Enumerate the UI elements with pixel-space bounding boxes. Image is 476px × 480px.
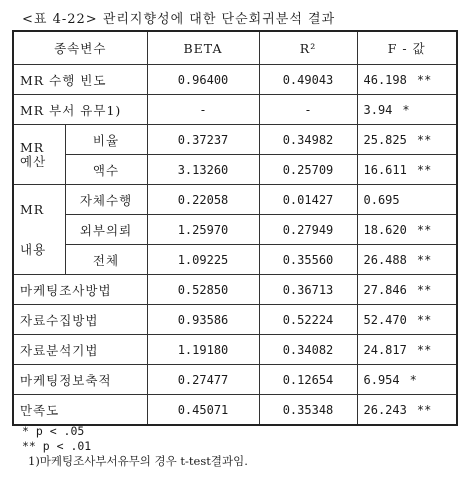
beta-cell: 3.13260: [147, 155, 259, 185]
f-value: 18.620: [363, 222, 407, 237]
f-value-cell: [357, 365, 457, 395]
table-row: [13, 365, 457, 395]
table-row: [13, 245, 457, 275]
f-value: 24.817: [363, 342, 407, 357]
significance-stars: **: [416, 402, 432, 417]
row-label: 만족도: [13, 395, 147, 426]
f-value-cell: [357, 185, 457, 215]
group-label-bottom: 내용: [20, 241, 47, 257]
sub-label: 자체수행: [65, 185, 147, 215]
f-value: 3.94: [363, 102, 393, 117]
r-squared-cell: 0.35560: [259, 245, 357, 275]
r-squared-cell: 0.34082: [259, 335, 357, 365]
sub-label: 전체: [65, 245, 147, 275]
significance-stars: **: [416, 252, 432, 267]
sub-label: 비율: [65, 125, 147, 155]
group-label-content: [13, 185, 65, 275]
beta-cell: 0.45071: [147, 395, 259, 426]
sub-label: 외부의뢰: [65, 215, 147, 245]
f-value-cell: [357, 215, 457, 245]
f-value: 46.198: [363, 72, 407, 87]
header-f-value: F - 값: [357, 31, 457, 65]
row-label: 자료수집방법: [13, 305, 147, 335]
row-label: 마케팅조사방법: [13, 275, 147, 305]
significance-stars: *: [409, 372, 417, 387]
significance-stars: **: [416, 132, 432, 147]
table-row: [13, 305, 457, 335]
significance-stars: **: [416, 342, 432, 357]
f-value-cell: [357, 245, 457, 275]
f-value: 27.846: [363, 282, 407, 297]
table-row: [13, 65, 457, 95]
table-row: [13, 185, 457, 215]
f-value: 52.470: [363, 312, 407, 327]
row-label: MR 수행 빈도: [13, 65, 147, 95]
r-squared-cell: 0.49043: [259, 65, 357, 95]
f-value-cell: [357, 335, 457, 365]
significance-stars: **: [416, 312, 432, 327]
table-row: [13, 395, 457, 426]
row-label: 자료분석기법: [13, 335, 147, 365]
beta-cell: 1.09225: [147, 245, 259, 275]
group-label-budget: MR 예산: [13, 125, 65, 185]
significance-stars: **: [416, 162, 432, 177]
table-row: [13, 215, 457, 245]
sub-label: 액수: [65, 155, 147, 185]
beta-cell: 0.22058: [147, 185, 259, 215]
table-row: [13, 335, 457, 365]
f-value: 25.825: [363, 132, 407, 147]
f-value-cell: [357, 65, 457, 95]
r-squared-cell: 0.25709: [259, 155, 357, 185]
f-value-cell: [357, 395, 457, 426]
r-squared-cell: 0.01427: [259, 185, 357, 215]
header-beta: BETA: [147, 31, 259, 65]
r-squared-cell: -: [259, 95, 357, 125]
r-squared-cell: 0.35348: [259, 395, 357, 426]
beta-cell: 1.19180: [147, 335, 259, 365]
table-row: [13, 275, 457, 305]
note-ttest: 1)마케팅조사부서유무의 경우 t-test결과임.: [28, 454, 248, 468]
f-value: 6.954: [363, 372, 400, 387]
f-value-cell: [357, 305, 457, 335]
table-notes: [22, 424, 462, 469]
significance-stars: *: [402, 102, 410, 117]
row-label: 마케팅정보축적: [13, 365, 147, 395]
r-squared-cell: 0.52224: [259, 305, 357, 335]
f-value-cell: [357, 95, 457, 125]
significance-stars: **: [416, 72, 432, 87]
r-squared-cell: 0.34982: [259, 125, 357, 155]
table-row: [13, 95, 457, 125]
group-label-top: MR: [20, 201, 45, 217]
r-squared-cell: 0.36713: [259, 275, 357, 305]
beta-cell: -: [147, 95, 259, 125]
f-value-cell: [357, 155, 457, 185]
r-squared-cell: 0.12654: [259, 365, 357, 395]
header-r-squared: R²: [259, 31, 357, 65]
beta-cell: 0.93586: [147, 305, 259, 335]
beta-cell: 1.25970: [147, 215, 259, 245]
table-row: [13, 155, 457, 185]
beta-cell: 0.37237: [147, 125, 259, 155]
table-title: <표 4-22> 관리지향성에 대한 단순회귀분석 결과: [22, 12, 336, 27]
f-value: 0.695: [363, 192, 400, 207]
f-value-cell: [357, 275, 457, 305]
note-p05: * p < .05: [22, 424, 85, 438]
beta-cell: 0.27477: [147, 365, 259, 395]
note-p01: ** p < .01: [22, 439, 92, 453]
header-row: [13, 31, 457, 65]
r-squared-cell: 0.27949: [259, 215, 357, 245]
significance-stars: **: [416, 282, 432, 297]
f-value: 26.488: [363, 252, 407, 267]
beta-cell: 0.96400: [147, 65, 259, 95]
row-label: MR 부서 유무1): [13, 95, 147, 125]
f-value-cell: [357, 125, 457, 155]
header-dependent-variable: 종속변수: [13, 31, 147, 65]
table-row: [13, 125, 457, 155]
regression-table: [12, 30, 458, 426]
f-value: 16.611: [363, 162, 407, 177]
significance-stars: **: [416, 222, 432, 237]
beta-cell: 0.52850: [147, 275, 259, 305]
f-value: 26.243: [363, 402, 407, 417]
